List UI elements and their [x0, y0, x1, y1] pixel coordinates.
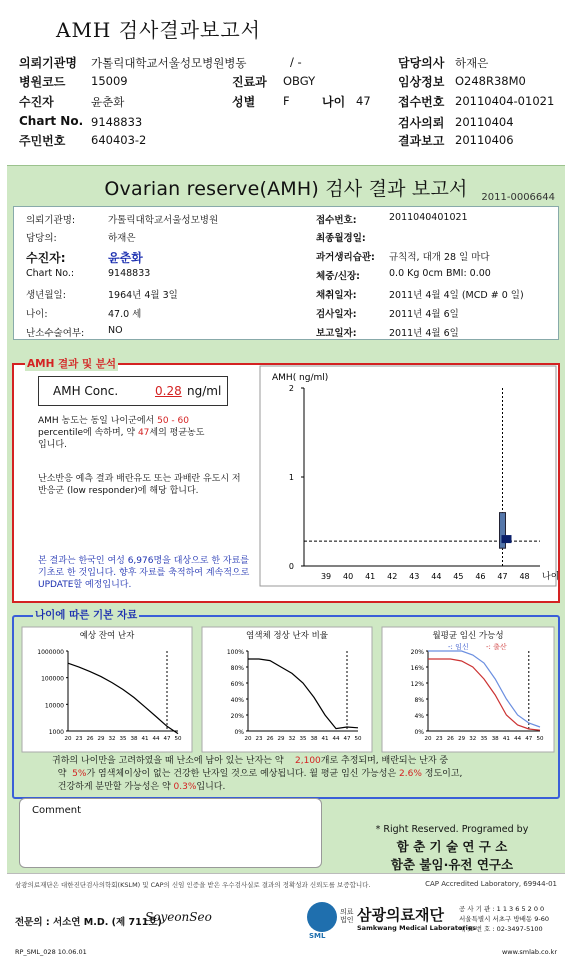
- info-label: 접수번호:: [316, 215, 357, 226]
- x-tick-label: 38: [310, 736, 318, 742]
- header-value: / -: [290, 55, 302, 69]
- chart-title: 염색체 정상 난자 비율: [245, 631, 329, 641]
- amh-age-chart: [260, 366, 560, 586]
- x-tick-label: 47: [163, 736, 171, 742]
- x-tick-label: 20: [424, 736, 432, 742]
- y-tick-label: 40%: [230, 697, 244, 704]
- y-axis-label: AMH( ng/ml): [272, 373, 329, 383]
- amh-percentile-text: AMH 농도는 동일 나이군에서 50 - 60 percentile에 속하며, 약 47세의 평균농도 입니다.: [38, 416, 205, 450]
- page-title: AMH 검사결과보고서: [56, 18, 261, 42]
- org-prefix: 의료 법인: [340, 908, 354, 924]
- signature: SoyeonSeo: [145, 910, 212, 924]
- x-tick-label: 20: [244, 736, 252, 742]
- x-tick-label: 44: [332, 736, 340, 742]
- header-value: 윤춘화: [91, 95, 125, 109]
- x-tick-label: 35: [480, 736, 488, 742]
- org-contact: 공 사 기 관 : 1 1 3 6 5 2 0 0 서울특별시 서초구 방배동 9-60 대 표 번 호 : 02-3497-5100: [459, 905, 550, 933]
- info-value: 47.0 세: [108, 309, 142, 320]
- y-tick-label: 4%: [414, 713, 424, 720]
- org-name-en: Samkwang Medical Laboratories: [357, 924, 477, 932]
- x-tick-label: 45: [453, 572, 464, 581]
- x-tick-label: 41: [365, 572, 376, 581]
- header-label: 주민번호: [19, 134, 66, 148]
- info-value: 2011년 4월 6일: [389, 309, 459, 320]
- footer-cap: CAP Accredited Laboratory, 69944-01: [425, 880, 557, 888]
- footer-notice: 삼광의료재단은 대한진단검사의학회(KSLM) 및 CAP의 신임 인증을 받은 우수검사실로 결과의 정확성과 신뢰도를 보증합니다.: [15, 881, 371, 889]
- header-label: 검사의뢰: [398, 116, 445, 130]
- amh-conc-unit: ng/ml: [187, 384, 222, 398]
- y-tick-label: 0%: [234, 729, 244, 736]
- x-tick-label: 38: [491, 736, 499, 742]
- chart-frame: [22, 627, 192, 752]
- sml-logo-text: SML: [309, 932, 326, 940]
- age-section-title: 나이에 따른 기본 자료: [35, 609, 138, 621]
- info-value: 하재은: [108, 233, 136, 244]
- x-tick-label: 47: [497, 572, 508, 581]
- chart-title: 월평균 임신 가능성: [432, 631, 504, 641]
- x-tick-label: 38: [130, 736, 138, 742]
- header-value: F: [283, 94, 290, 108]
- info-label: 보고일자:: [316, 328, 357, 339]
- footer-code: RP_SML_028 10.06.01: [15, 948, 87, 956]
- y-tick-label: 20%: [230, 713, 244, 720]
- x-tick-label: 50: [354, 736, 362, 742]
- y-tick-label: 100000: [41, 675, 64, 683]
- y-tick-label: 60%: [230, 681, 244, 688]
- y-tick-label: 1000: [48, 729, 64, 736]
- x-tick-label: 44: [431, 572, 442, 581]
- y-tick-label: 8%: [414, 697, 424, 704]
- info-value: 2011년 4월 6일: [389, 328, 459, 339]
- y-tick-label: 10000: [44, 702, 64, 710]
- info-value: 규칙적, 대개 28 일 마다: [389, 252, 490, 263]
- header-value: 20110406: [455, 133, 514, 147]
- info-label: 채취일자:: [316, 290, 357, 301]
- info-label: 담당의:: [26, 233, 57, 244]
- info-value: 9148833: [108, 268, 151, 279]
- comment-title: Comment: [32, 805, 81, 816]
- header-label: 담당의사: [398, 56, 445, 70]
- x-tick-label: 35: [119, 736, 127, 742]
- info-value: NO: [108, 325, 123, 336]
- y-tick-label: 0: [288, 562, 294, 571]
- x-tick-label: 20: [64, 736, 72, 742]
- x-tick-label: 39: [320, 572, 332, 581]
- x-tick-label: 50: [174, 736, 182, 742]
- credits-line-1: 함 춘 기 술 연 구 소: [396, 839, 508, 854]
- info-label: 수진자:: [26, 251, 66, 265]
- info-label: Chart No.:: [26, 268, 75, 279]
- x-tick-label: 46: [475, 572, 486, 581]
- sml-logo-icon: [307, 902, 337, 932]
- info-label: 의뢰기관명:: [26, 215, 76, 226]
- info-value: 윤춘화: [108, 251, 143, 265]
- rights-text: * Right Reserved. Programed by: [375, 824, 529, 835]
- org-name: 삼광의료재단: [357, 906, 444, 924]
- x-tick-label: 32: [108, 736, 116, 742]
- x-tick-label: 48: [519, 572, 530, 581]
- normal-egg-ratio-chart: [202, 627, 372, 752]
- x-tick-label: 44: [152, 736, 160, 742]
- header-label: 나이: [322, 95, 346, 109]
- header-value: 20110404: [455, 115, 514, 129]
- info-value: 2011040401021: [389, 212, 468, 223]
- age-data-box: [12, 615, 560, 799]
- x-tick-label: 50: [536, 736, 544, 742]
- header-value: 가톨릭대학교서울성모병원병동: [91, 56, 247, 70]
- header-label: 병원코드: [19, 75, 66, 89]
- info-label: 생년월일:: [26, 290, 66, 301]
- y-tick-label: 16%: [410, 665, 424, 672]
- info-value: 1964년 4월 3일: [108, 290, 178, 301]
- info-label: 최종월경일:: [316, 233, 366, 244]
- header-label: 접수번호: [398, 95, 445, 109]
- footer: [7, 873, 565, 959]
- chart-frame: [202, 627, 372, 752]
- header-label: 진료과: [232, 75, 267, 89]
- y-tick-label: 20%: [410, 649, 424, 656]
- patient-info-panel: [13, 206, 559, 340]
- x-tick-label: 47: [525, 736, 533, 742]
- info-value: 가톨릭대학교서울성모병원: [108, 215, 219, 226]
- y-tick-label: 1: [288, 473, 294, 482]
- x-axis-label: 나이: [542, 572, 560, 582]
- credits-line-2: 함춘 불임·유전 연구소: [390, 857, 514, 872]
- x-tick-label: 44: [514, 736, 522, 742]
- x-tick-label: 43: [409, 572, 420, 581]
- chart-title: 예상 잔여 난자: [79, 631, 135, 641]
- x-tick-label: 41: [321, 736, 329, 742]
- header-label: 성별: [232, 95, 256, 109]
- x-tick-label: 26: [266, 736, 274, 742]
- pregnancy-chance-chart: [382, 627, 554, 752]
- header-value: O248R38M0: [455, 74, 526, 88]
- info-value: 2011년 4월 4일 (MCD # 0 일): [389, 290, 524, 301]
- header-label: Chart No.: [19, 114, 84, 128]
- amh-section-title: AMH 결과 및 분석: [27, 358, 117, 370]
- amh-conc-value: 0.28: [155, 384, 182, 398]
- header-label: 의뢰기관명: [19, 56, 77, 70]
- header-value: 9148833: [91, 115, 143, 129]
- y-tick-label: 12%: [410, 681, 424, 688]
- x-tick-label: 32: [469, 736, 477, 742]
- x-tick-label: 23: [435, 736, 443, 742]
- info-value: 0.0 Kg 0cm BMI: 0.00: [389, 268, 491, 279]
- x-tick-label: 29: [97, 736, 105, 742]
- y-tick-label: 2: [288, 384, 294, 393]
- header-label: 임상정보: [398, 75, 445, 89]
- y-tick-label: 0%: [414, 729, 424, 736]
- age-summary-text: 귀하의 나이만을 고려하였을 때 난소에 남아 있는 난자는 약 2,100개로 추정되며, 배란되는 난자 중 약 5%가 염색체이상이 없는 건강한 난자일 것으로 예상됩니다. 월 평균 임신 가능성은 2.6% 정도이고, 건강하게 분만할 가능성은 약 0.3%입니다.: [52, 756, 463, 792]
- patient-marker: [502, 535, 512, 543]
- credits: [357, 824, 547, 873]
- info-label: 과거생리습관:: [316, 252, 375, 263]
- comment-box: [19, 798, 322, 868]
- y-tick-label: 80%: [230, 665, 244, 672]
- header-label: 결과보고: [398, 134, 445, 148]
- x-tick-label: 41: [141, 736, 149, 742]
- x-tick-label: 47: [343, 736, 351, 742]
- amh-analysis-box: [12, 363, 560, 603]
- x-tick-label: 35: [299, 736, 307, 742]
- x-tick-label: 26: [446, 736, 454, 742]
- x-tick-label: 42: [387, 572, 398, 581]
- x-tick-label: 41: [502, 736, 510, 742]
- header-value: OBGY: [283, 74, 316, 88]
- header-value: 47: [356, 94, 371, 108]
- header-value: 하재은: [455, 56, 489, 70]
- x-tick-label: 23: [75, 736, 83, 742]
- x-tick-label: 23: [255, 736, 263, 742]
- y-tick-label: 1000000: [37, 649, 64, 656]
- x-tick-label: 32: [288, 736, 296, 742]
- amh-conc-box: [38, 376, 228, 406]
- header-value: 15009: [91, 74, 128, 88]
- y-tick-label: 100%: [226, 649, 244, 656]
- x-tick-label: 40: [343, 572, 354, 581]
- info-label: 난소수술여부:: [26, 328, 85, 339]
- amh-data-note: 본 결과는 한국인 여성 6,976명을 대상으로 한 자료를 기초로 한 것입니다. 향후 자료를 축적하여 계속적으로 UPDATE할 예정입니다.: [38, 556, 250, 590]
- header-value: 640403-2: [91, 133, 147, 147]
- header-label: 수진자: [19, 95, 54, 109]
- amh-response-text: 난소반응 예측 결과 배란유도 또는 과배란 유도시 저반응군 (low responder)에 해당 합니다.: [38, 474, 241, 496]
- footer-doctor: 전문의 : 서소연 M.D. (제 711호): [15, 917, 162, 928]
- x-tick-label: 29: [458, 736, 466, 742]
- remaining-eggs-chart: [22, 627, 192, 752]
- header-value: 20110404-01021: [455, 94, 555, 108]
- report-sheet: [7, 165, 565, 958]
- report-title: Ovarian reserve(AMH) 검사 결과 보고서: [104, 178, 468, 200]
- x-tick-label: 26: [86, 736, 94, 742]
- footer-url: www.smlab.co.kr: [501, 948, 557, 956]
- x-tick-label: 29: [277, 736, 285, 742]
- info-label: 나이:: [26, 309, 48, 320]
- report-doc-id: 2011-0006644: [481, 192, 555, 203]
- info-label: 검사일자:: [316, 309, 357, 320]
- info-label: 체중/신장:: [316, 271, 360, 282]
- legend-pregnancy: -: 임신: [448, 643, 469, 651]
- legend-birth: -: 출산: [486, 643, 507, 651]
- amh-conc-label: AMH Conc.: [53, 384, 119, 398]
